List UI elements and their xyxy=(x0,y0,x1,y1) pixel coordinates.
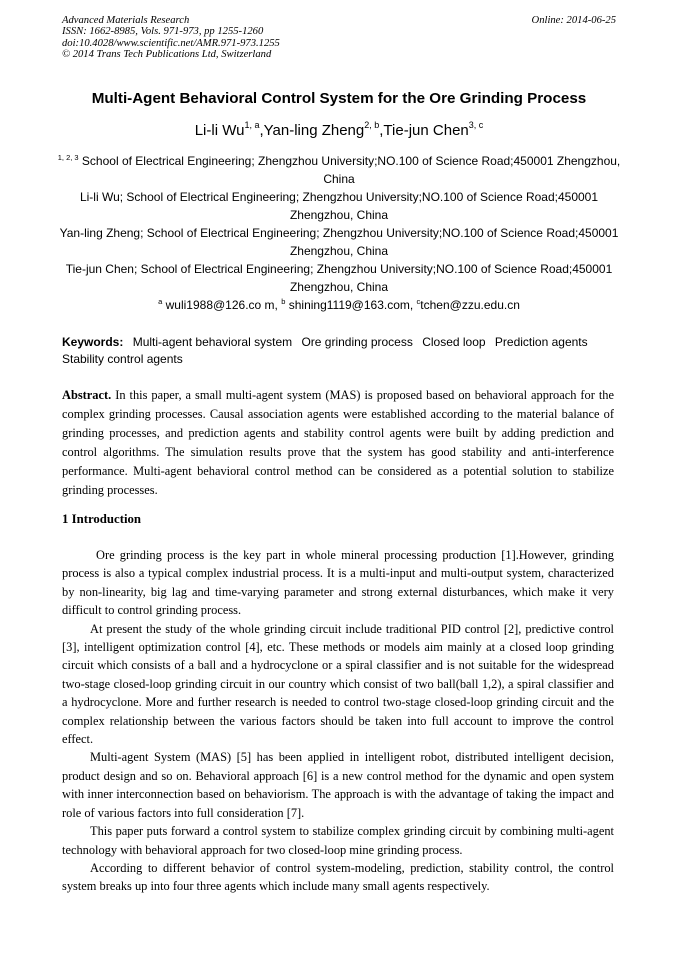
affiliation-superscript: 1, 2, 3 xyxy=(57,153,79,162)
paragraph: Multi-agent System (MAS) [5] has been applied in intelligent robot, distributed intelligent decision, product design and so on. Behavioral approach [6] is a new control method for the dynamic and open system with inner interconnection based on behaviorism. The approach is with the advantage of taking the impact and role of various factors into full consideration [7]. xyxy=(62,750,614,820)
affiliation-general: $^{1, 2, 3}$ School of Electrical Engineering; Zhengzhou University;NO.100 of Science Road;450001 Zhengzhou, China xyxy=(57,153,621,186)
issn-line: ISSN: 1662-8985, Vols. 971-973, pp 1255-1260 xyxy=(62,26,264,38)
paper-title: Multi-Agent Behavioral Control System for the Ore Grinding Process xyxy=(91,90,587,107)
affiliation-block xyxy=(50,152,628,314)
keyword: Ore grinding process xyxy=(301,335,413,349)
author-name: ,Yan-ling Zheng xyxy=(259,122,365,139)
email-address: tchen@zzu.edu.cn xyxy=(420,298,520,312)
affiliation-chen: Tie-jun Chen; School of Electrical Engineering; Zhengzhou University;NO.100 of Science Road;450001 Zhengzhou, China xyxy=(65,262,613,294)
paragraph: According to different behavior of control system-modeling, prediction, stability control, the control system breaks up into four three agents which include many small agents respectively. xyxy=(62,860,614,894)
author-superscript: 3, c xyxy=(468,120,484,130)
author-name: ,Tie-jun Chen xyxy=(379,122,469,139)
keywords-block xyxy=(62,334,614,368)
email-address: shining1119@163.com, xyxy=(285,298,417,312)
keywords-label: Keywords: xyxy=(62,335,124,349)
online-date: Online: 2014-06-25 xyxy=(531,15,616,26)
keyword: Stability control agents xyxy=(62,352,183,366)
abstract-block xyxy=(62,386,614,500)
email-line: $^a$ wuli1988@126.co m, $^b$ shining1119@163.com, $^c$tchen@zzu.edu.cn xyxy=(158,297,520,312)
email-address: wuli1988@126.co m, xyxy=(162,298,282,312)
journal-name: Advanced Materials Research xyxy=(62,15,190,26)
section-heading: 1 Introduction xyxy=(62,512,142,526)
paragraph: Ore grinding process is the key part in whole mineral processing production [1].However, grinding process is also a typical complex industrial process. It is a multi-input and multi-output system, characterized by non-linearity, big lag and time-varying parameter and strong external disturbances, which make it very difficult to control grinding process. xyxy=(62,548,614,618)
abstract-label: Abstract. xyxy=(62,388,112,402)
author-superscript: 2, b xyxy=(364,120,380,130)
journal-header xyxy=(62,15,616,61)
affiliation-zheng: Yan-ling Zheng; School of Electrical Engineering; Zhengzhou University;NO.100 of Science Road;450001 Zhengzhou, China xyxy=(59,226,619,258)
introduction-body xyxy=(62,546,614,896)
paragraph: At present the study of the whole grinding circuit include traditional PID control [2], predictive control [3], intelligent optimization control [4], etc. These methods or models aim mainly at a closed loop grinding circuit which consists of a ball and a hydrocyclone or a spiral classifier and is not suitable for the widespread two-stage closed-loop grinding circuit in our country which consist of two ball(ball 1,2), a spiral classifier and a hydrocyclone. More and further research is needed to control two-stage closed-loop grinding circuit and the complex relationship between the various factors should be taken into full account to improve the control effect. xyxy=(62,621,614,747)
author-superscript: 1, a xyxy=(244,120,260,130)
keyword: Multi-agent behavioral system xyxy=(132,335,293,349)
abstract-text: In this paper, a small multi-agent system (MAS) is proposed based on behavioral approach for the complex grinding processes. Causal association agents were established according to the material balance of grinding processes, and prediction agents and stability control agents were built by adding prediction and control algorithms. The simulation results prove that the system has good stability and anti-interference performance. Multi-agent behavioral control method can be considered as a potential solution to stabilize grinding processes. xyxy=(62,388,614,497)
copyright-line: © 2014 Trans Tech Publications Ltd, Switzerland xyxy=(62,49,272,61)
keyword: Prediction agents xyxy=(494,335,588,349)
author-list xyxy=(40,122,638,139)
keyword: Closed loop xyxy=(422,335,486,349)
affiliation-wu: Li-li Wu; School of Electrical Engineering; Zhengzhou University;NO.100 of Science Road;450001 Zhengzhou, China xyxy=(79,190,599,222)
paragraph: This paper puts forward a control system to stabilize complex grinding circuit by combining multi-agent technology with behavioral approach for two closed-loop mine grinding process. xyxy=(62,824,614,857)
author-name: Li-li Wu xyxy=(194,122,245,139)
doi-line: doi:10.4028/www.scientific.net/AMR.971-973.1255 xyxy=(62,37,280,49)
